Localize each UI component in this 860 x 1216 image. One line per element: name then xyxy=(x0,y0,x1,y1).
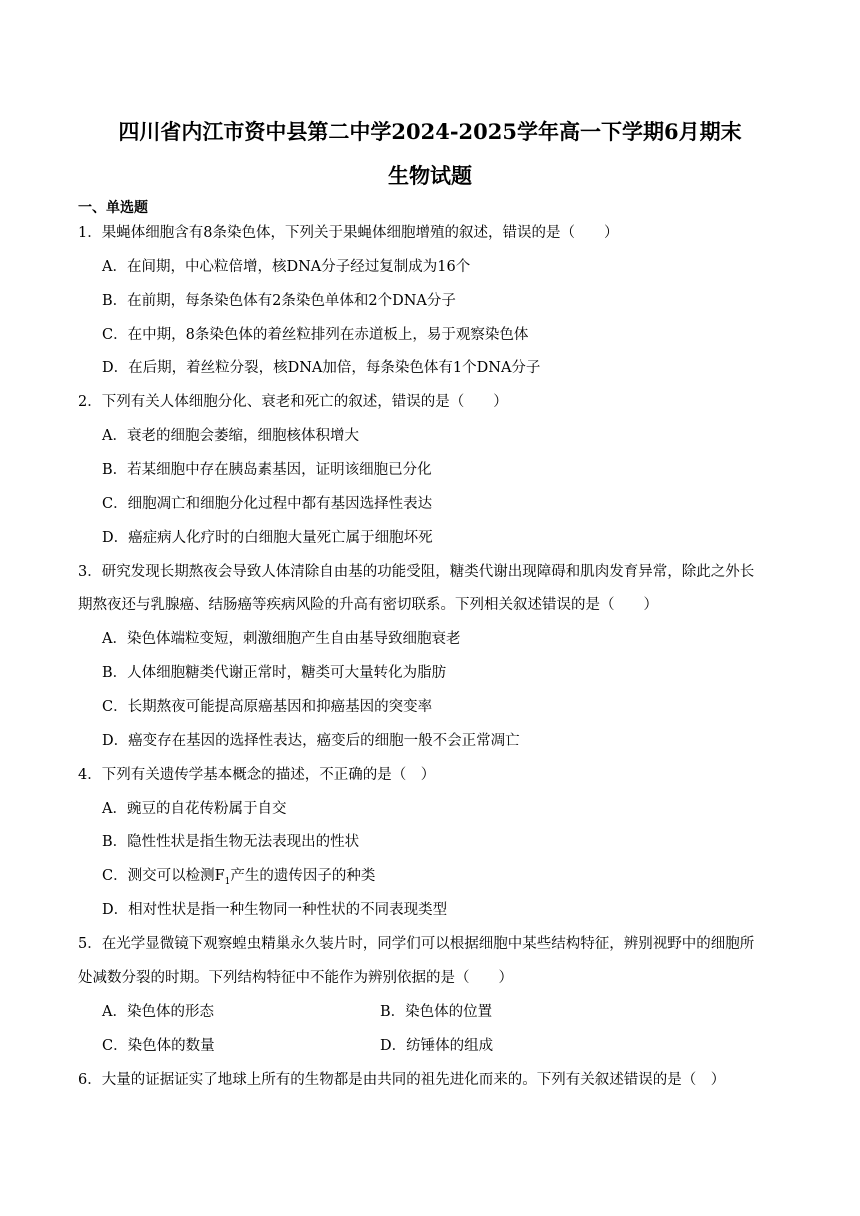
question-3-option-b: B．人体细胞糖类代谢正常时，糖类可大量转化为脂肪 xyxy=(102,665,447,681)
question-2-option-b: B．若某细胞中存在胰岛素基因，证明该细胞已分化 xyxy=(102,462,432,478)
question-5-option-c: C．染色体的数量 xyxy=(102,1038,215,1054)
section-heading: 一、单选题 xyxy=(78,200,148,216)
question-4-option-c-text-post: 产生的遗传因子的种类 xyxy=(230,868,376,884)
question-2-stem: 2．下列有关人体细胞分化、衰老和死亡的叙述，错误的是（ ） xyxy=(78,394,508,410)
question-3-stem-line2: 期熬夜还与乳腺癌、结肠癌等疾病风险的升高有密切联系。下列相关叙述错误的是（ ） xyxy=(78,597,658,613)
question-3-option-a: A．染色体端粒变短，刺激细胞产生自由基导致细胞衰老 xyxy=(102,631,461,647)
question-1-option-a: A．在间期，中心粒倍增，核DNA分子经过复制成为16个 xyxy=(102,259,471,275)
question-6-stem: 6．大量的证据证实了地球上所有的生物都是由共同的祖先进化而来的。下列有关叙述错误的是（ ） xyxy=(78,1072,726,1088)
question-4-option-b: B．隐性性状是指生物无法表现出的性状 xyxy=(102,834,360,850)
question-2-option-d: D．癌症病人化疗时的白细胞大量死亡属于细胞坏死 xyxy=(102,530,433,546)
question-1-stem: 1．果蝇体细胞含有8条染色体，下列关于果蝇体细胞增殖的叙述，错误的是（ ） xyxy=(78,225,619,241)
question-4-option-d: D．相对性状是指一种生物同一种性状的不同表现类型 xyxy=(102,902,448,918)
question-2-option-a: A．衰老的细胞会萎缩，细胞核体积增大 xyxy=(102,428,359,444)
question-1-option-b: B．在前期，每条染色体有2条染色单体和2个DNA分子 xyxy=(102,293,456,309)
question-3-option-d: D．癌变存在基因的选择性表达，癌变后的细胞一般不会正常凋亡 xyxy=(102,733,520,749)
question-4-stem: 4．下列有关遗传学基本概念的描述，不正确的是（ ） xyxy=(78,767,436,783)
exam-subtitle: 生物试题 xyxy=(388,163,472,188)
exam-title: 四川省内江市资中县第二中学2024-2025学年高一下学期6月期末 xyxy=(118,119,742,144)
question-3-stem-line1: 3．研究发现长期熬夜会导致人体清除自由基的功能受阻，糖类代谢出现障碍和肌肉发育异常，除此之外长 xyxy=(78,564,755,580)
question-1-option-d: D．在后期，着丝粒分裂，核DNA加倍，每条染色体有1个DNA分子 xyxy=(102,360,541,376)
question-4-option-c-subscript: 1 xyxy=(224,876,231,887)
question-5-option-b: B．染色体的位置 xyxy=(380,1004,493,1020)
question-5-option-d: D．纺锤体的组成 xyxy=(380,1038,494,1054)
question-2-option-c: C．细胞凋亡和细胞分化过程中都有基因选择性表达 xyxy=(102,496,433,512)
question-5-stem-line1: 5．在光学显微镜下观察蝗虫精巢永久装片时，同学们可以根据细胞中某些结构特征，辨别视野中的细胞所 xyxy=(78,936,755,952)
question-4-option-c-text-pre: C．测交可以检测F xyxy=(102,868,225,884)
question-5-option-a: A．染色体的形态 xyxy=(102,1004,214,1020)
question-3-option-c: C．长期熬夜可能提高原癌基因和抑癌基因的突变率 xyxy=(102,699,433,715)
question-5-stem-line2: 处减数分裂的时期。下列结构特征中不能作为辨别依据的是（ ） xyxy=(78,970,513,986)
question-1-option-c: C．在中期，8条染色体的着丝粒排列在赤道板上，易于观察染色体 xyxy=(102,327,529,343)
question-4-option-a: A．豌豆的自花传粉属于自交 xyxy=(102,801,287,817)
question-4-option-c xyxy=(102,866,375,892)
